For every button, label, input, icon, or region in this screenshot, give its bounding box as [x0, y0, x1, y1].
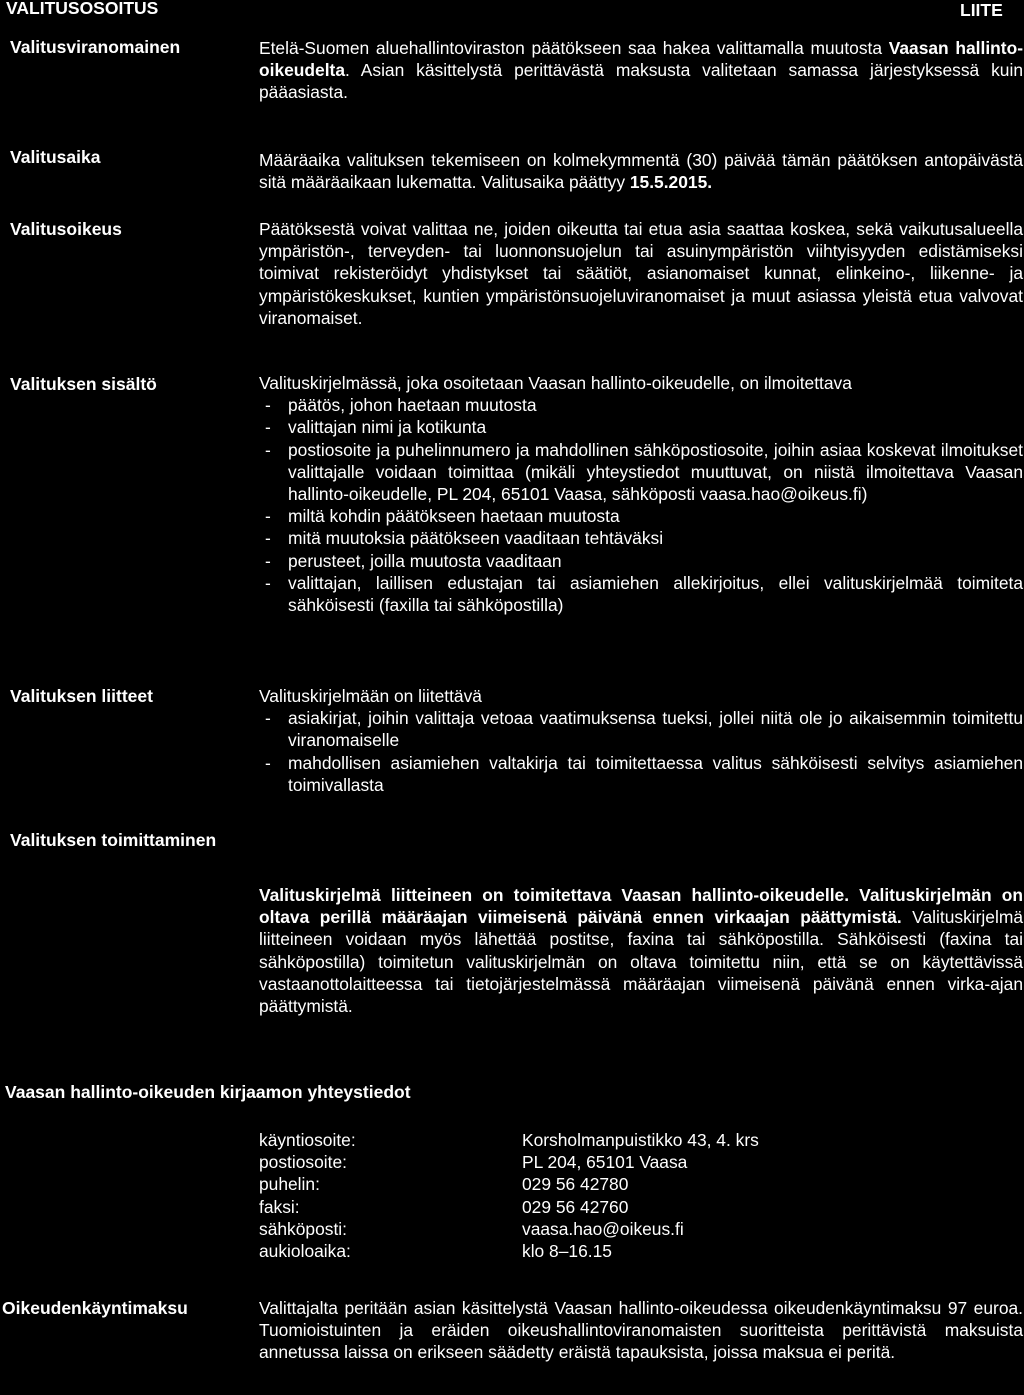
- label-yhteystiedot: Vaasan hallinto-oikeuden kirjaamon yhteystiedot: [5, 1082, 411, 1102]
- text-valitusoikeus: [259, 218, 1023, 329]
- text-valituksen-toimittaminen: [259, 884, 1023, 1017]
- contact-row: [259, 1173, 759, 1195]
- contact-row: [259, 1129, 759, 1151]
- contact-table: [259, 1129, 759, 1262]
- list-intro: Valituskirjelmässä, joka osoitetaan Vaasan hallinto-oikeudelle, on ilmoitettava: [259, 373, 852, 393]
- court-name: Vaasan hallinto-oikeudelta: [259, 38, 1023, 81]
- list-item: - päätös, johon haetaan muutosta: [259, 394, 1023, 416]
- label-valitusaika: Valitusaika: [10, 147, 101, 167]
- contact-row: [259, 1151, 759, 1173]
- deadline-date: 15.5.2015.: [629, 172, 713, 193]
- text-part: Valittajalta peritään asian käsittelystä Vaasan hallinto-oikeudessa oikeudenkäyntimaksu 97 euroa. Tuomioistuinten ja eräiden oikeushallintoviranomaisten suoritteista perittävistä maksuista annetussa laissa on erikseen säädetty eräistä tapauksista, joissa maksua ei peritä.: [259, 1298, 1023, 1363]
- contact-value: 029 56 42780: [522, 1174, 629, 1195]
- contact-value: PL 204, 65101 Vaasa: [522, 1152, 688, 1173]
- label-valituksen-sisalto: Valituksen sisältö: [10, 374, 157, 394]
- contact-row: [259, 1196, 759, 1218]
- list-item: - mitä muutoksia päätökseen vaaditaan tehtäväksi: [259, 527, 1023, 549]
- label-valituksen-liitteet: Valituksen liitteet: [10, 686, 153, 706]
- contact-key: sähköposti:: [259, 1218, 347, 1239]
- text-part: Valituskirjelmä liitteineen voidaan myös lähettää postitse, faxina tai sähköpostilla. Sähköisesti (faxina tai sähköpostilla) toimitetun valituskirjelmän on oltava toimitettu niin, että se on käytettävissä vastaanottolaitteessa tai tietojärjestelmässä määräajan viimeisenä päivänä ennen virka-ajan päättymistä.: [259, 907, 1023, 1017]
- list-item: - perusteet, joilla muutosta vaaditaan: [259, 550, 1023, 572]
- contact-key: puhelin:: [259, 1174, 320, 1195]
- text-part: Päätöksestä voivat valittaa ne, joiden oikeutta tai etua asia saattaa koskea, sekä vaikutusalueella ympäristön-, terveyden- tai luonnonsuojelun tai asuinympäristön viihtyisyyden edistämiseksi toimivat rekisteröidyt yhdistykset tai säätiöt, asianomaiset kunnat, elinkeino-, liikenne- ja ympäristökeskukset, kuntien ympäristönsuojeluviranomaiset ja muut asiassa yleistä etua valvovat viranomaiset.: [259, 219, 1023, 328]
- list-item: - postiosoite ja puhelinnumero ja mahdollinen sähköpostiosoite, joihin asiaa koskevat ilmoitukset valittajalle voidaan toimittaa (mikäli yhteystiedot muuttuvat, on niistä ilmoitettava Vaasan hallinto-oikeudelle, PL 204, 65101 Vaasa, sähköposti vaasa.hao@oikeus.fi): [259, 439, 1023, 506]
- text-valituksen-sisalto: [259, 372, 1023, 616]
- contact-key: käyntiosoite:: [259, 1130, 356, 1150]
- text-part: . Asian käsittelystä perittävästä maksusta valitetaan samassa järjestyksessä kuin pääasiasta.: [259, 60, 1023, 103]
- content-list: [259, 394, 1023, 616]
- contact-value: Korsholmanpuistikko 43, 4. krs: [522, 1130, 759, 1150]
- list-item: - valittajan, laillisen edustajan tai asiamiehen allekirjoitus, ellei valituskirjelmää toimiteta sähköisesti (faxilla tai sähköpostilla): [259, 572, 1023, 616]
- contact-key: aukioloaika:: [259, 1241, 351, 1262]
- attachment-list: [259, 707, 1023, 796]
- list-item: - valittajan nimi ja kotikunta: [259, 416, 1023, 438]
- contact-value: 029 56 42760: [522, 1196, 629, 1217]
- label-valitusviranomainen: Valitusviranomainen: [10, 37, 181, 57]
- list-item: - miltä kohdin päätökseen haetaan muutosta: [259, 505, 1023, 527]
- contact-value: klo 8–16.15: [522, 1241, 612, 1262]
- text-part: Määräaika valituksen tekemiseen on kolmekymmentä (30) päivää tämän päätöksen antopäivästä sitä määräaikaan lukematta. Valitusaika päättyy: [259, 150, 1023, 193]
- text-valitusaika: [259, 149, 1023, 193]
- text-part: Etelä-Suomen aluehallintoviraston päätökseen saa hakea valittamalla muutosta: [259, 38, 889, 58]
- label-valituksen-toimittaminen: Valituksen toimittaminen: [10, 830, 217, 850]
- list-item: - asiakirjat, joihin valittaja vetoaa vaatimuksensa tueksi, jollei niitä ole jo aikaisemmin toimitettu viranomaiselle: [259, 707, 1023, 751]
- contact-key: postiosoite:: [259, 1152, 347, 1173]
- contact-value: vaasa.hao@oikeus.fi: [522, 1218, 684, 1239]
- text-oikeudenkayntimaksu: [259, 1297, 1023, 1364]
- label-valitusoikeus: Valitusoikeus: [10, 219, 122, 239]
- contact-key: faksi:: [259, 1196, 300, 1217]
- text-part: Valituskirjelmä liitteineen on toimitettava Vaasan hallinto-oikeudelle. Valituskirjelmän on oltava perillä määräajan viimeisenä päivänä ennen virkaajan päättymistä.: [259, 885, 1023, 928]
- label-oikeudenkayntimaksu: Oikeudenkäyntimaksu: [2, 1298, 188, 1318]
- page-title: VALITUSOSOITUS: [6, 0, 159, 18]
- text-valitusviranomainen: [259, 37, 1023, 104]
- text-valituksen-liitteet: [259, 685, 1023, 796]
- contact-row: [259, 1218, 759, 1240]
- list-intro: Valituskirjelmään on liitettävä: [259, 686, 482, 706]
- attachment-badge: LIITE: [960, 0, 1003, 20]
- contact-row: [259, 1240, 759, 1262]
- list-item: - mahdollisen asiamiehen valtakirja tai toimitettaessa valitus sähköisesti selvitys asiamiehen toimivallasta: [259, 752, 1023, 796]
